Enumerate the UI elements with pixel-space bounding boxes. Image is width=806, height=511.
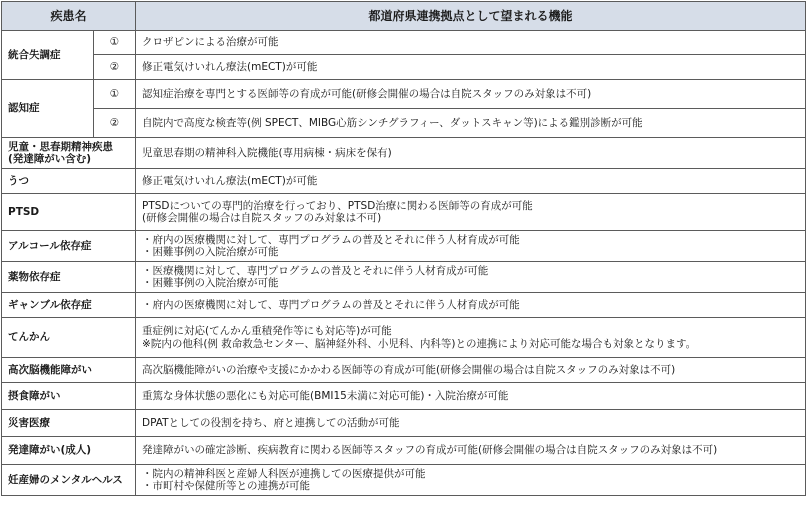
function-cell	[136, 194, 806, 231]
function-line: 修正電気けいれん療法(mECT)が可能	[142, 174, 318, 187]
function-cell	[136, 138, 806, 169]
function-line: クロザピンによる治療が可能	[142, 36, 279, 49]
function-cell	[136, 437, 806, 465]
function-line: 発達障がいの確定診断、疾病教育に関わる医師等スタッフの育成が可能(研修会開催の場合は自院スタッフのみ対象は不可)	[142, 444, 718, 457]
function-line: (研修会開催の場合は自院スタッフのみ対象は不可)	[142, 212, 382, 224]
table-row	[2, 55, 806, 80]
function-line: 重篤な身体状態の悪化にも対応可能(BMI15未満に対応可能)・入院治療が可能	[142, 389, 509, 402]
function-line: ・困難事例の入院治療が可能	[142, 246, 279, 258]
function-line: 児童思春期の精神科入院機能(専用病棟・病床を保有)	[142, 146, 392, 159]
function-cell	[136, 262, 806, 293]
table-row	[2, 358, 806, 383]
function-line: 高次脳機能障がいの治療や支援にかかわる医師等の育成が可能(研修会開催の場合は自院スタッフのみ対象は不可)	[142, 363, 676, 376]
disease-name-line: 児童・思春期精神疾患	[8, 140, 113, 153]
disease-name-child-adolescent	[2, 138, 136, 169]
table-row	[2, 293, 806, 318]
function-line: ・府内の医療機関に対して、専門プログラムの普及とそれに伴う人材育成が可能	[142, 298, 520, 311]
function-cell	[136, 383, 806, 410]
disease-name-depression: うつ	[2, 169, 136, 194]
hub-function-table	[1, 1, 806, 496]
function-cell	[136, 410, 806, 437]
function-line: 自院内で高度な検査等(例 SPECT、MIBG心筋シンチグラフィー、ダットスキャン等)による鑑別診断が可能	[142, 116, 643, 129]
function-cell	[136, 358, 806, 383]
disease-name-drug: 薬物依存症	[2, 262, 136, 293]
disease-name-eating: 摂食障がい	[2, 383, 136, 410]
function-line: 重症例に対応(てんかん重積発作等にも対応等)が可能	[142, 325, 392, 337]
function-cell	[136, 31, 806, 55]
function-cell	[136, 55, 806, 80]
function-line: ※院内の他科(例 救命救急センター、脳神経外科、小児科、内科等)との連携により対応可能な場合も対象となります。	[142, 337, 697, 350]
function-cell	[136, 80, 806, 109]
disease-name-higher-brain: 高次脳機能障がい	[2, 358, 136, 383]
disease-name-perinatal: 妊産婦のメンタルヘルス	[2, 465, 136, 496]
function-cell	[136, 231, 806, 262]
disease-name-gambling: ギャンブル依存症	[2, 293, 136, 318]
table-row	[2, 138, 806, 169]
function-line: DPATとしての役割を持ち、府と連携しての活動が可能	[142, 416, 400, 429]
function-line: 認知症治療を専門とする医師等の育成が可能(研修会開催の場合は自院スタッフのみ対象は不可)	[142, 87, 592, 100]
function-cell	[136, 465, 806, 496]
table-row	[2, 231, 806, 262]
function-line: ・府内の医療機関に対して、専門プログラムの普及とそれに伴う人材育成が可能	[142, 233, 520, 246]
table-row	[2, 318, 806, 358]
disease-name-developmental: 発達障がい(成人)	[2, 437, 136, 465]
sub-number: ①	[94, 80, 136, 109]
table-row	[2, 262, 806, 293]
table-row	[2, 437, 806, 465]
function-cell	[136, 293, 806, 318]
function-line: PTSDについての専門的治療を行っており、PTSD治療に関わる医師等の育成が可能	[142, 199, 533, 212]
function-cell	[136, 109, 806, 138]
function-line: ・医療機関に対して、専門プログラムの普及とそれに伴う人材育成が可能	[142, 264, 489, 277]
table-row	[2, 410, 806, 437]
sub-number: ①	[94, 31, 136, 55]
disease-name-schizophrenia: 統合失調症	[2, 31, 94, 80]
function-line: 修正電気けいれん療法(mECT)が可能	[142, 60, 318, 73]
disease-name-disaster: 災害医療	[2, 410, 136, 437]
table-row	[2, 194, 806, 231]
disease-name-line: (発達障がい含む)	[8, 153, 92, 165]
function-line: ・困難事例の入院治療が可能	[142, 277, 279, 289]
function-cell	[136, 318, 806, 358]
disease-column-header: 疾患名	[2, 2, 136, 31]
sub-number: ②	[94, 109, 136, 138]
table-row	[2, 109, 806, 138]
function-cell	[136, 169, 806, 194]
disease-name-dementia: 認知症	[2, 80, 94, 138]
table-header-row	[2, 2, 806, 31]
table-row	[2, 169, 806, 194]
table-row	[2, 80, 806, 109]
disease-name-epilepsy: てんかん	[2, 318, 136, 358]
table-row	[2, 465, 806, 496]
table-row	[2, 383, 806, 410]
sub-number: ②	[94, 55, 136, 80]
disease-name-alcohol: アルコール依存症	[2, 231, 136, 262]
function-line: ・院内の精神科医と産婦人科医が連携しての医療提供が可能	[142, 467, 426, 480]
function-line: ・市町村や保健所等との連携が可能	[142, 480, 311, 492]
table-row	[2, 31, 806, 55]
disease-name-ptsd: PTSD	[2, 194, 136, 231]
function-column-header: 都道府県連携拠点として望まれる機能	[136, 2, 806, 31]
